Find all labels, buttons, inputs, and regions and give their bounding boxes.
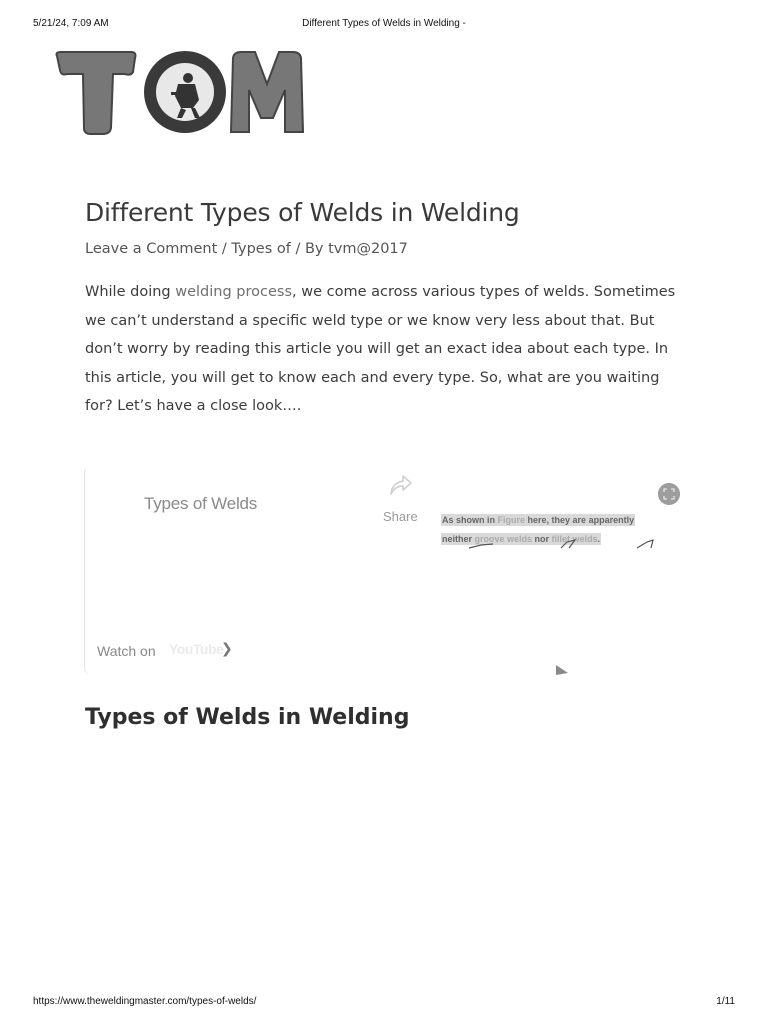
author-link[interactable]: tvm@2017: [328, 241, 408, 257]
play-icon[interactable]: [555, 664, 569, 676]
print-date: 5/21/24, 7:09 AM: [33, 18, 109, 29]
chevron-right-icon: ❯: [221, 641, 233, 657]
fullscreen-icon[interactable]: [658, 483, 680, 505]
weld-sketch-thumbnail: [441, 536, 671, 550]
welding-process-link[interactable]: welding process: [175, 284, 292, 300]
print-footer: [33, 996, 735, 1010]
intro-paragraph: [85, 278, 690, 421]
leave-comment-link[interactable]: Leave a Comment: [85, 241, 218, 257]
preview-caption-line-1: As shown in Figure here, they are apparently: [442, 515, 635, 525]
print-document-title: Different Types of Welds in Welding -: [302, 18, 466, 29]
meta-separator: /: [217, 241, 232, 257]
youtube-logo[interactable]: YouTube: [169, 641, 224, 657]
print-url: https://www.theweldingmaster.com/types-of-welds/: [33, 996, 257, 1007]
youtube-video-embed[interactable]: [84, 466, 439, 674]
preview-caption-line-2: neither groove welds nor fillet welds.: [442, 534, 601, 544]
share-icon[interactable]: [389, 474, 413, 496]
site-logo[interactable]: [53, 48, 337, 136]
print-header: [33, 18, 735, 32]
category-link[interactable]: Types of: [231, 241, 291, 257]
watch-on-label[interactable]: Watch on: [97, 643, 156, 659]
intro-text-2: , we come across various types of welds. Sometimes we can’t understand a specific weld type or we know very less about that. But don’t worry by reading this article you will get an exact idea about each type. In this article, you will get to know each and every type. So, what are you waiting for? Let’s have a close look….: [85, 284, 676, 415]
article-title: Different Types of Welds in Welding: [85, 198, 520, 227]
page-number: 1/11: [716, 996, 735, 1007]
intro-text-1: While doing: [85, 284, 176, 300]
section-title: Types of Welds in Welding: [85, 705, 410, 730]
video-title[interactable]: Types of Welds: [144, 494, 258, 513]
article-meta: [85, 241, 408, 257]
share-label[interactable]: Share: [383, 509, 418, 524]
meta-by: / By: [290, 241, 329, 257]
